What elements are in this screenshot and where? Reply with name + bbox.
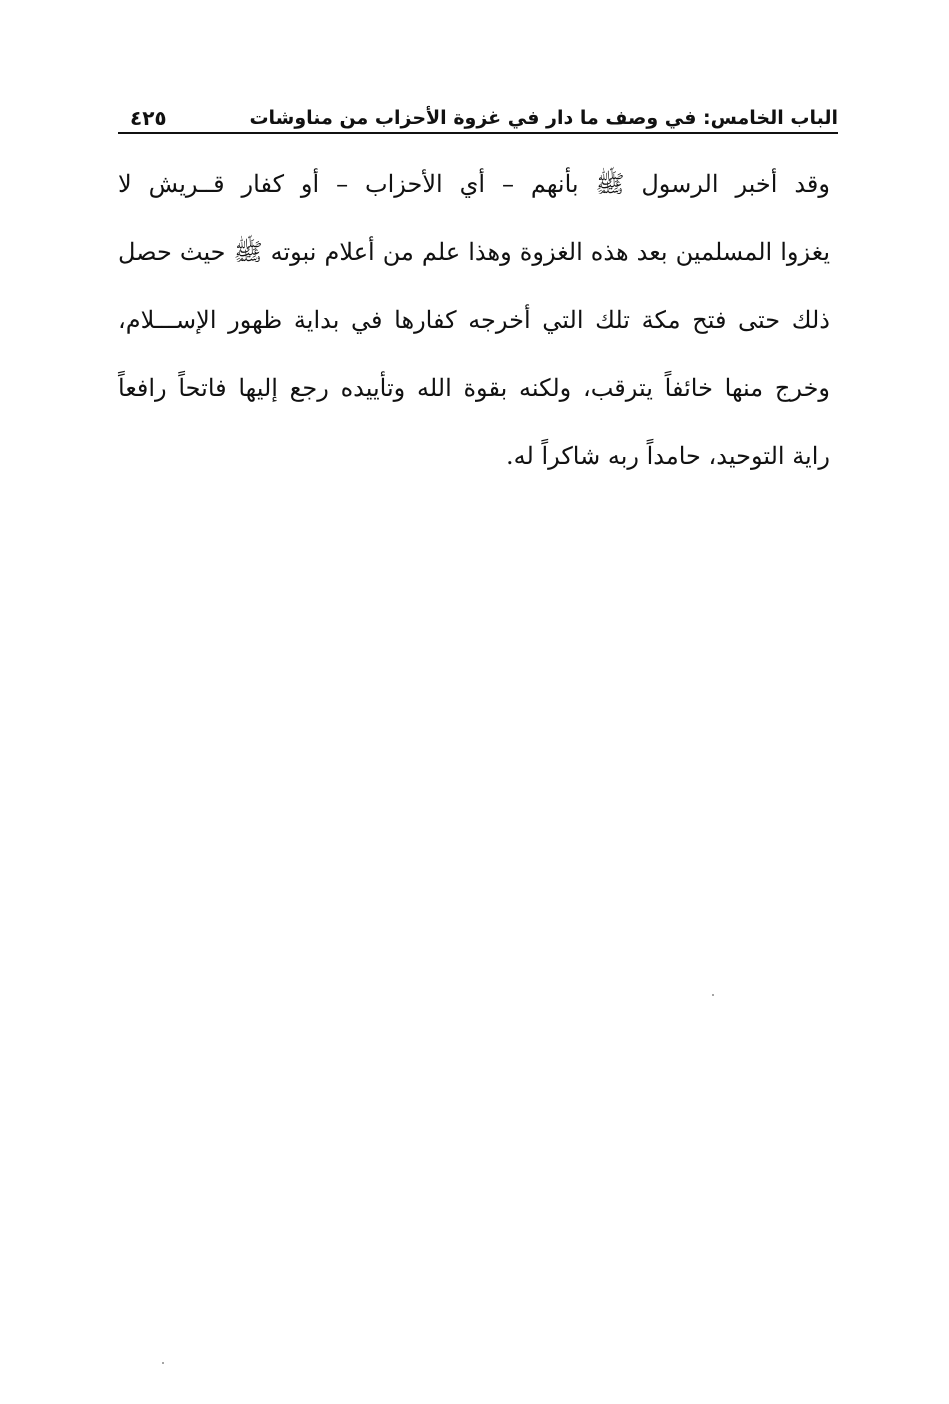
text-line: ذلك حتى فتح مكة تلك التي أخرجه كفارها في بداية ظهور الإســـلام، (118, 306, 830, 334)
page-number: ٤٢٥ (130, 106, 167, 130)
header-divider (118, 132, 838, 134)
text-line: وقد أخبر الرسول ﷺ بأنهم – أي الأحزاب – أو كفار قــريش لا (118, 170, 830, 198)
text-line: يغزوا المسلمين بعد هذه الغزوة وهذا علم من أعلام نبوته ﷺ حيث حصل (118, 238, 830, 266)
scan-speck (712, 994, 714, 996)
running-header (118, 98, 838, 132)
body-paragraph (118, 150, 830, 490)
text-line: وخرج منها خائفاً يترقب، ولكنه بقوة الله وتأييده رجع إليها فاتحاً رافعاً (118, 374, 830, 402)
text-line: راية التوحيد، حامداً ربه شاكراً له. (506, 442, 830, 470)
chapter-title: الباب الخامس: في وصف ما دار في غزوة الأحزاب من مناوشات (249, 107, 838, 129)
scan-speck (162, 1362, 164, 1364)
